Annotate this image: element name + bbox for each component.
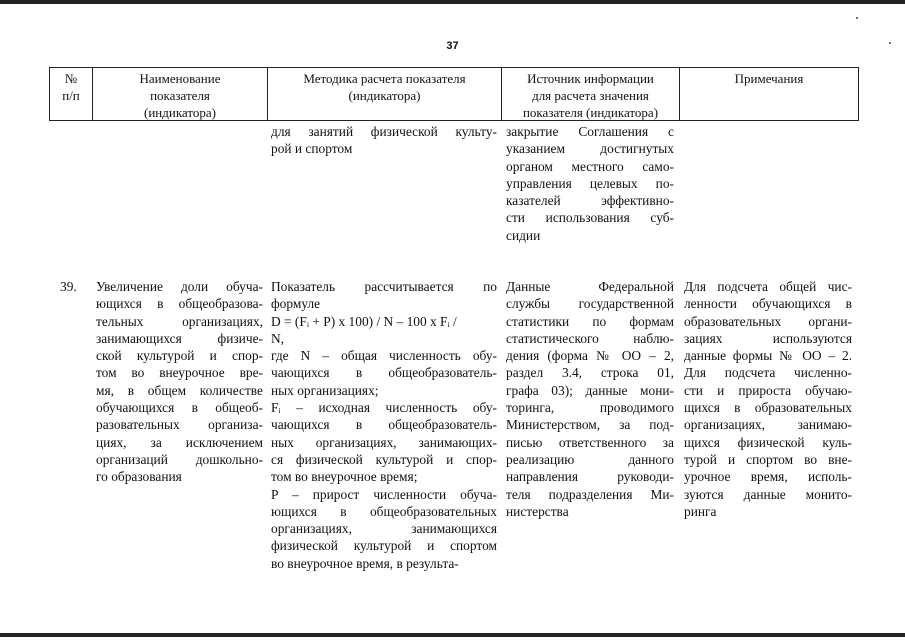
- text-line: N,: [271, 330, 285, 346]
- text-line: сти использования суб-: [506, 210, 674, 226]
- text-line: ленности обучающихся в: [684, 296, 852, 312]
- text-line: формуле: [271, 296, 321, 312]
- header-line: п/п: [62, 88, 80, 103]
- scan-speck: [856, 17, 858, 19]
- text-line: направления руководи-: [506, 469, 674, 485]
- text-line: Министерством, за под-: [506, 417, 674, 433]
- text-line: закрытие Соглашения с: [506, 124, 674, 139]
- notes-text: [684, 278, 852, 520]
- header-notes: [679, 67, 859, 121]
- text-line: писью ответственного за: [506, 434, 674, 450]
- text-line: для занятий физической культу-: [271, 124, 497, 139]
- header-line: для расчета значения: [532, 88, 649, 103]
- text-line: указанием достигнутых: [506, 141, 674, 157]
- text-line: образовательных органи-: [684, 313, 852, 329]
- header-line: Источник информации: [527, 71, 654, 86]
- text-line: зациях используются: [684, 330, 852, 346]
- text-line: казателей эффективно-: [506, 193, 674, 209]
- text-line: том во внеурочное время;: [271, 469, 418, 485]
- text-line: управления целевых по-: [506, 175, 674, 191]
- text-line: организациях, занимающихся: [271, 521, 497, 537]
- text-line: торинга, проводимого: [506, 400, 674, 416]
- text-line: Для подсчета численно-: [684, 365, 852, 381]
- row-number: 39.: [60, 279, 77, 294]
- text-line: D = (Fᵢ + P) x 100) / N – 100 x Fᵢ /: [271, 313, 457, 329]
- text-line: урочное время, исполь-: [684, 469, 852, 485]
- text-line: обучающихся в общеоб-: [96, 400, 263, 416]
- text-line: во внеурочное время, в результа-: [271, 555, 459, 571]
- text-line: мя, в общем количестве: [96, 382, 263, 398]
- text-line: органом местного само-: [506, 158, 674, 174]
- header-line: (индикатора): [144, 105, 216, 120]
- text-line: сидии: [506, 227, 541, 243]
- text-line: ющихся в общеобразовательных: [271, 503, 497, 519]
- text-line: зуются данные монито-: [684, 486, 852, 502]
- continuation-source-text: [506, 123, 674, 244]
- text-line: графа 03); данные мони-: [506, 382, 674, 398]
- text-line: организациях, занимаю-: [684, 417, 852, 433]
- text-line: Для подсчета общей чис-: [684, 279, 852, 294]
- continuation-method-text: [271, 123, 497, 158]
- text-line: том во внеурочное вре-: [96, 365, 263, 381]
- text-line: щихся физической куль-: [684, 434, 852, 450]
- indicator-name-text: [96, 278, 263, 486]
- header-line: Наименование: [139, 71, 221, 86]
- text-line: разовательных организа-: [96, 417, 263, 433]
- header-number: [49, 67, 92, 121]
- text-line: теля подразделения Ми-: [506, 486, 674, 502]
- text-line: го образования: [96, 469, 182, 485]
- text-line: ся физической культурой и спор-: [271, 451, 497, 467]
- text-line: статистического наблю-: [506, 330, 674, 346]
- header-line: показателя: [150, 88, 210, 103]
- text-line: нистерства: [506, 503, 569, 519]
- text-line: где N – общая численность обу-: [271, 348, 497, 364]
- text-line: организаций дошкольно-: [96, 451, 263, 467]
- header-line: (индикатора): [348, 88, 421, 103]
- header-line: показателя (индикатора): [522, 105, 659, 120]
- text-line: Увеличение доли обуча-: [96, 279, 263, 294]
- scan-bottom-border: [0, 633, 905, 637]
- text-line: ющихся в общеобразова-: [96, 296, 263, 312]
- text-line: ринга: [684, 503, 717, 519]
- text-line: циях, за исключением: [96, 434, 263, 450]
- text-line: ных организациях, занимающих-: [271, 434, 497, 450]
- text-line: Данные Федеральной: [506, 279, 674, 294]
- text-line: сти и прироста обучаю-: [684, 382, 852, 398]
- information-source-text: [506, 278, 674, 520]
- text-line: P – прирост численности обуча-: [271, 486, 497, 502]
- header-information-source: [501, 67, 679, 121]
- text-line: чающихся в общеобразователь-: [271, 417, 497, 433]
- header-indicator-name: [92, 67, 267, 121]
- header-line: №: [64, 71, 78, 86]
- text-line: дения (форма № ОО – 2,: [506, 348, 674, 364]
- text-line: службы государственной: [506, 296, 674, 312]
- header-calculation-method: [267, 67, 501, 121]
- header-line: Примечания: [734, 71, 804, 86]
- page-number: 37: [446, 40, 459, 52]
- text-line: реализацию данного: [506, 451, 674, 467]
- text-line: данные формы № ОО – 2.: [684, 348, 852, 364]
- text-line: Показатель рассчитывается по: [271, 279, 497, 294]
- text-line: физической культурой и спортом: [271, 538, 497, 554]
- text-line: турой и спортом во вне-: [684, 451, 852, 467]
- text-line: тельных организациях,: [96, 313, 263, 329]
- text-line: ской культурой и спор-: [96, 348, 263, 364]
- text-line: статистики по формам: [506, 313, 674, 329]
- text-line: раздел 3.4, строка 01,: [506, 365, 674, 381]
- text-line: щихся в образовательных: [684, 400, 852, 416]
- text-line: Fᵢ – исходная численность обу-: [271, 400, 497, 416]
- text-line: чающихся в общеобразователь-: [271, 365, 497, 381]
- text-line: рой и спортом: [271, 141, 353, 157]
- scan-top-border: [0, 0, 905, 4]
- text-line: ных организациях;: [271, 382, 379, 398]
- header-line: Методика расчета показателя: [303, 71, 466, 86]
- text-line: занимающихся физиче-: [96, 330, 263, 346]
- calculation-method-text: [271, 278, 497, 572]
